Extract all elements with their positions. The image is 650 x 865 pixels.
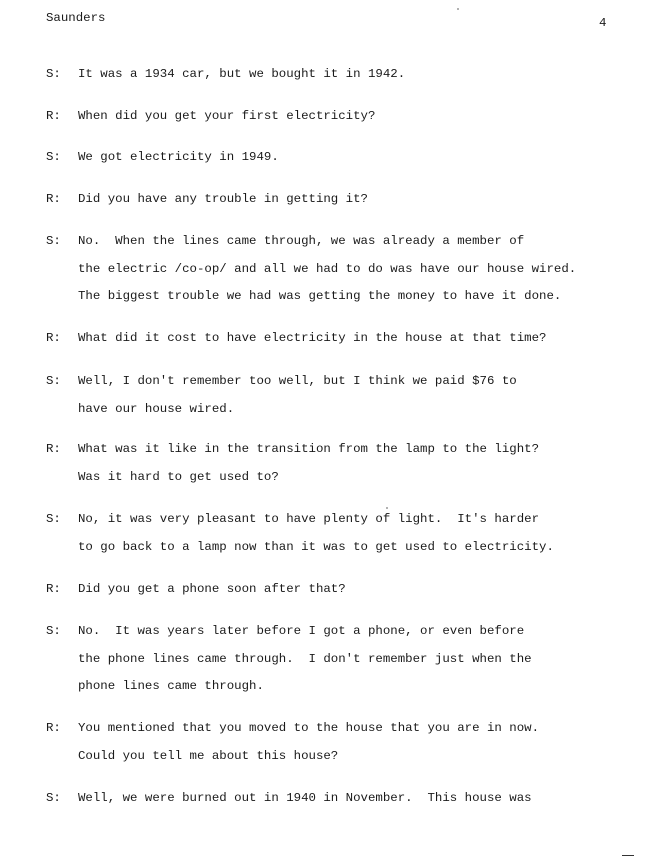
transcript-line: It was a 1934 car, but we bought it in 1942. <box>78 67 406 81</box>
transcript-line: Did you have any trouble in getting it? <box>78 192 368 206</box>
transcript-line: Was it hard to get used to? <box>78 469 279 484</box>
speaker-label: S: <box>46 512 61 526</box>
speaker-label: R: <box>46 582 61 596</box>
speaker-label: R: <box>46 721 61 735</box>
speaker-label: R: <box>46 442 61 456</box>
transcript-line: Did you get a phone soon after that? <box>78 582 346 596</box>
speaker-label: S: <box>46 150 61 164</box>
speaker-label: S: <box>46 791 61 805</box>
page-corner-mark <box>622 855 634 856</box>
scan-speck <box>386 507 388 509</box>
transcript-line: the electric /co-op/ and all we had to do was have our house wired. <box>78 261 577 276</box>
transcript-line: We got electricity in 1949. <box>78 150 279 164</box>
transcript-line: You mentioned that you moved to the house that you are in now. <box>78 721 540 735</box>
transcript-line: Well, I don't remember too well, but I think we paid $76 to <box>78 374 517 388</box>
transcript-line: to go back to a lamp now than it was to get used to electricity. <box>78 539 554 554</box>
transcript-line: The biggest trouble we had was getting the money to have it done. <box>78 289 562 303</box>
speaker-label: S: <box>46 67 61 81</box>
speaker-label: S: <box>46 374 61 388</box>
page-number: 4 <box>599 16 607 30</box>
speaker-label: R: <box>46 109 61 123</box>
transcript-line: No. When the lines came through, we was already a member of <box>78 234 525 248</box>
transcript-line: phone lines came through. <box>78 679 264 693</box>
transcript-line: When did you get your first electricity? <box>78 109 376 123</box>
transcript-line: What was it like in the transition from the lamp to the light? <box>78 442 540 456</box>
scan-speck <box>457 8 459 10</box>
transcript-line: Could you tell me about this house? <box>78 748 339 763</box>
header-interviewee-name: Saunders <box>46 11 106 25</box>
transcript-line: the phone lines came through. I don't remember just when the <box>78 651 532 666</box>
transcript-line: Well, we were burned out in 1940 in November. This house was <box>78 791 532 805</box>
speaker-label: R: <box>46 192 61 206</box>
transcript-line: No, it was very pleasant to have plenty of light. It's harder <box>78 512 540 526</box>
speaker-label: S: <box>46 624 61 638</box>
transcript-line: What did it cost to have electricity in the house at that time? <box>78 331 547 345</box>
speaker-label: R: <box>46 331 61 345</box>
speaker-label: S: <box>46 234 61 248</box>
transcript-line: No. It was years later before I got a phone, or even before <box>78 624 525 638</box>
transcript-line: have our house wired. <box>78 401 235 416</box>
